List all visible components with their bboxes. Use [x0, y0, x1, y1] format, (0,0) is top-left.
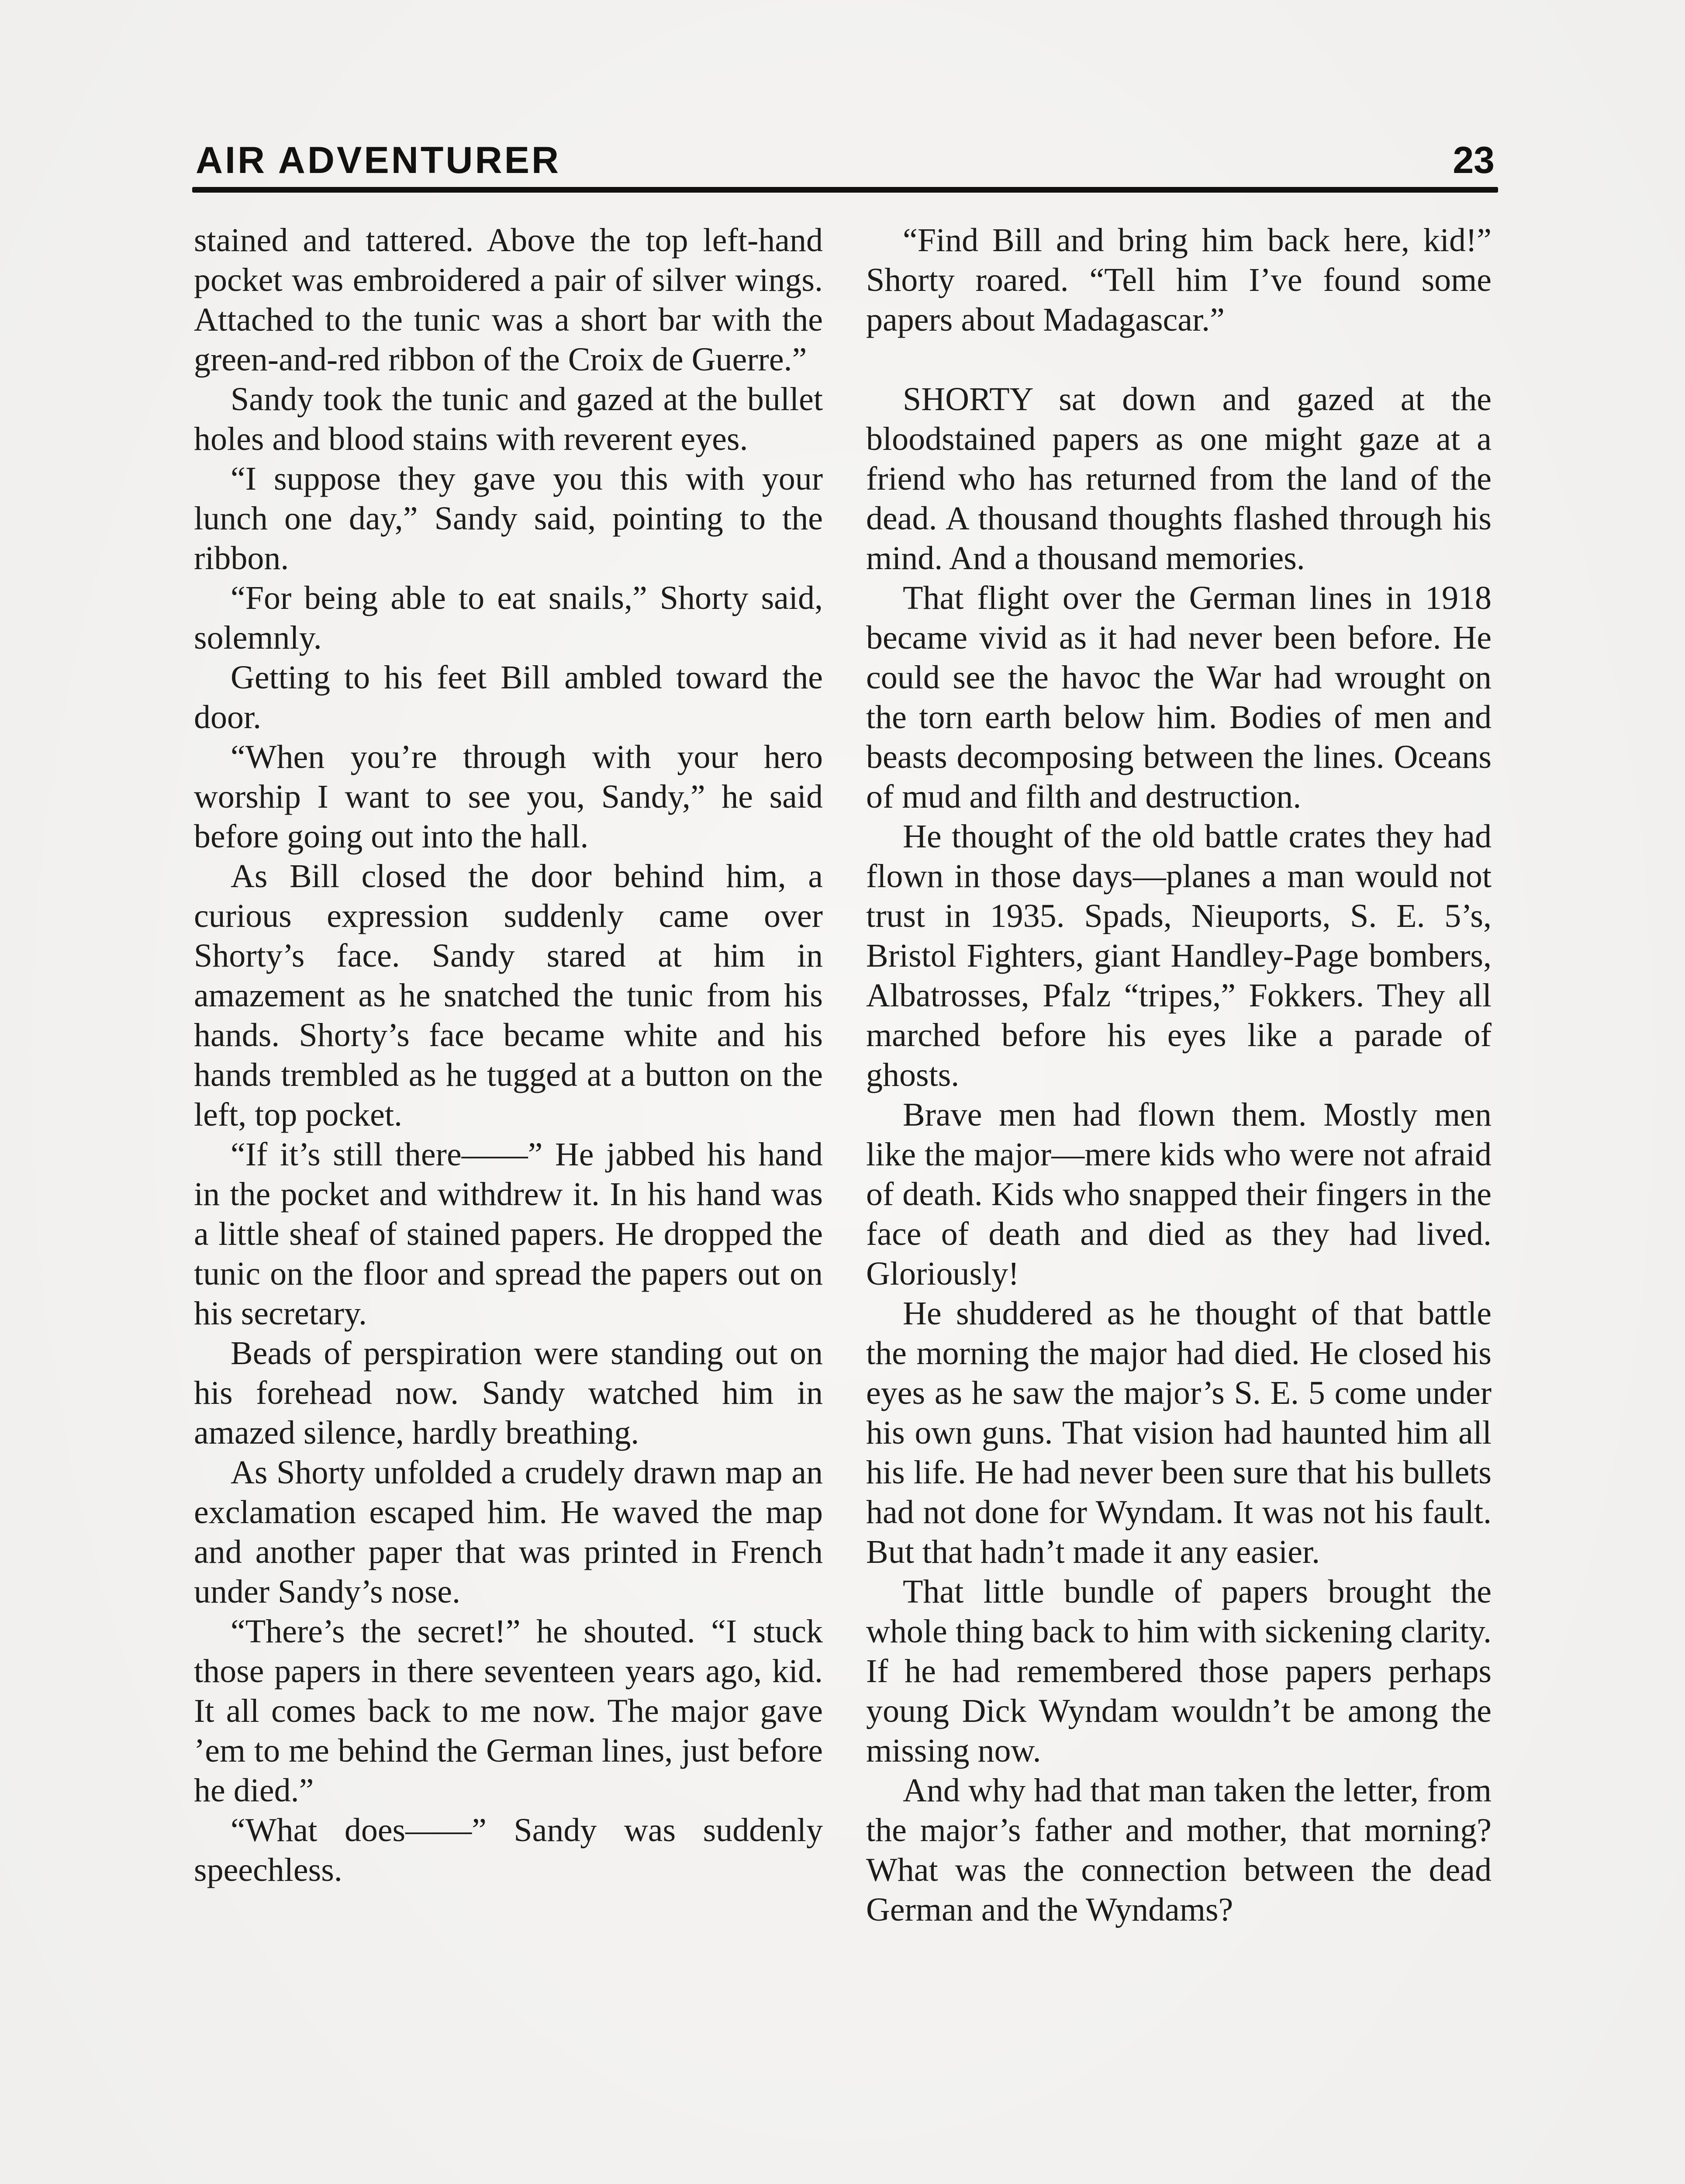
- section-opening-paragraph: SHORTY sat down and gazed at the bloodstained papers as one might gaze at a friend who has returned from the land of the dead. A thousand thoughts flashed through his mind. And a thousand memories.: [866, 381, 1492, 577]
- paragraph: “I suppose they gave you this with your lunch one day,” Sandy said, pointing to the ribbon.: [194, 460, 823, 577]
- magazine-title: AIR ADVENTURER: [196, 139, 561, 181]
- paragraph: That little bundle of papers brought the whole thing back to him with sickening clarity. If he had remembered those papers perhaps young Dick Wyndam wouldn’t be among the missing now.: [866, 1573, 1492, 1769]
- text-column-left: [194, 221, 823, 1890]
- paragraph: “If it’s still there——” He jabbed his hand in the pocket and withdrew it. In his hand was a little sheaf of stained papers. He dropped the tunic on the floor and spread the papers out on his secretary.: [194, 1136, 823, 1332]
- paragraph: “Find Bill and bring him back here, kid!” Shorty roared. “Tell him I’ve found some papers about Madagascar.”: [866, 222, 1492, 338]
- paragraph: stained and tattered. Above the top left-hand pocket was embroidered a pair of silver wings. Attached to the tunic was a short bar with the green-and-red ribbon of the Croix de Guerre.”: [194, 222, 823, 378]
- page-header: [192, 139, 1498, 187]
- header-rule: [192, 187, 1498, 193]
- paragraph: “For being able to eat snails,” Shorty said, solemnly.: [194, 580, 823, 656]
- paragraph: And why had that man taken the letter, from the major’s father and mother, that morning? What was the connection between the dead German and the Wyndams?: [866, 1772, 1492, 1928]
- paragraph: “There’s the secret!” he shouted. “I stuck those papers in there seventeen years ago, kid. It all comes back to me now. The major gave ’em to me behind the German lines, just before he died.”: [194, 1613, 823, 1809]
- paragraph: As Bill closed the door behind him, a curious expression suddenly came over Shorty’s face. Sandy stared at him in amazement as he snatched the tunic from his hands. Shorty’s face became white and his hands trembled as he tugged at a button on the left, top pocket.: [194, 858, 823, 1133]
- paragraph: As Shorty unfolded a crudely drawn map an exclamation escaped him. He waved the map and another paper that was printed in French under Sandy’s nose.: [194, 1454, 823, 1610]
- paragraph: He shuddered as he thought of that battle the morning the major had died. He closed his eyes as he saw the major’s S. E. 5 come under his own guns. That vision had haunted him all his life. He had never been sure that his bullets had not done for Wyndam. It was not his fault. But that hadn’t made it any easier.: [866, 1295, 1492, 1570]
- page-number: 23: [1453, 139, 1495, 181]
- paragraph: That flight over the German lines in 1918 became vivid as it had never been before. He could see the havoc the War had wrought on the torn earth below him. Bodies of men and beasts decomposing between the lines. Oceans of mud and filth and destruction.: [866, 580, 1492, 815]
- paragraph: “What does——” Sandy was suddenly speechless.: [194, 1812, 823, 1888]
- paragraph: Sandy took the tunic and gazed at the bullet holes and blood stains with reverent eyes.: [194, 381, 823, 457]
- paragraph: Getting to his feet Bill ambled toward the door.: [194, 659, 823, 736]
- paragraph: “When you’re through with your hero worship I want to see you, Sandy,” he said before going out into the hall.: [194, 739, 823, 855]
- paragraph: Beads of perspiration were standing out on his forehead now. Sandy watched him in amazed silence, hardly breathing.: [194, 1335, 823, 1451]
- text-column-right: [866, 221, 1492, 1930]
- paragraph: Brave men had flown them. Mostly men like the major—mere kids who were not afraid of death. Kids who snapped their fingers in the face of death and died as they had lived. Gloriously!: [866, 1096, 1492, 1292]
- paragraph: He thought of the old battle crates they had flown in those days—planes a man would not trust in 1935. Spads, Nieuports, S. E. 5’s, Bristol Fighters, giant Handley-Page bombers, Albatrosses, Pfalz “tripes,” Fokkers. They all marched before his eyes like a parade of ghosts.: [866, 818, 1492, 1093]
